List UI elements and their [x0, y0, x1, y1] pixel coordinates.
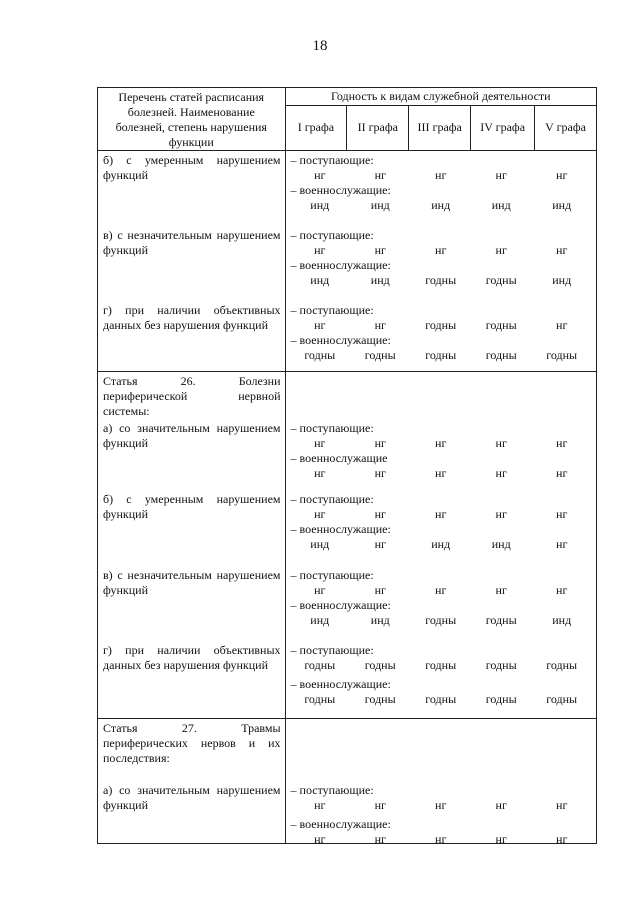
value-cell: нг [374, 537, 386, 551]
value-cell: годны [485, 273, 517, 287]
value-cell: инд [370, 613, 390, 627]
row-values [285, 372, 596, 719]
value-cell: годны [546, 348, 578, 362]
value-cell: нг [435, 798, 447, 812]
servicemen-label: – военнослужащие: [290, 522, 391, 536]
value-cell: нг [314, 436, 326, 450]
table-row [98, 151, 597, 372]
value-cell: инд [310, 613, 330, 627]
value-cell: нг [374, 798, 386, 812]
value-cell: инд [491, 198, 511, 212]
value-cell: нг [556, 318, 568, 332]
value-cell: нг [435, 466, 447, 480]
value-cell: нг [435, 832, 447, 846]
item-title: а) со значительным нарушением функций [103, 783, 281, 812]
applicants-label: – поступающие: [290, 228, 374, 242]
value-cell: нг [314, 507, 326, 521]
value-cell: нг [556, 583, 568, 597]
servicemen-label: – военнослужащие: [290, 333, 391, 347]
item-title: б) с умеренным нарушением функций [103, 492, 281, 521]
value-cell: нг [374, 436, 386, 450]
value-cell: годны [546, 658, 578, 672]
value-cell: нг [374, 243, 386, 257]
value-cell: нг [314, 168, 326, 182]
value-cell: нг [374, 318, 386, 332]
value-cell: годны [546, 692, 578, 706]
item-title: в) с незначительным нарушением функций [103, 228, 281, 257]
servicemen-label: – военнослужащие: [290, 258, 391, 272]
value-cell: нг [495, 507, 507, 521]
value-cell: нг [556, 507, 568, 521]
page-number: 18 [312, 38, 328, 54]
row-description [98, 719, 286, 844]
value-cell: нг [374, 168, 386, 182]
column-header: IV графа [471, 105, 535, 150]
value-cell: годны [304, 692, 336, 706]
value-cell: нг [374, 507, 386, 521]
item-title: г) при наличии объективных данных без нарушения функций [103, 303, 281, 332]
table-row [98, 372, 597, 719]
header-fitness-title: Годность к видам служебной деятельности [285, 88, 596, 106]
value-cell: нг [495, 168, 507, 182]
value-cell: инд [370, 273, 390, 287]
servicemen-label: – военнослужащие: [290, 598, 391, 612]
value-cell: нг [556, 798, 568, 812]
fitness-table [97, 87, 597, 844]
applicants-label: – поступающие: [290, 783, 374, 797]
value-cell: годны [485, 348, 517, 362]
value-cell: инд [552, 273, 572, 287]
value-cell: нг [314, 583, 326, 597]
value-cell: нг [556, 168, 568, 182]
value-cell: нг [314, 243, 326, 257]
value-cell: нг [435, 168, 447, 182]
value-cell: нг [556, 436, 568, 450]
article-title: Статья 26. Болезни периферической нервной системы: [103, 374, 281, 418]
value-cell: годны [364, 348, 396, 362]
value-cell: нг [374, 466, 386, 480]
value-cell: годны [425, 273, 457, 287]
value-cell: нг [435, 243, 447, 257]
column-header: III графа [409, 105, 471, 150]
value-cell: инд [370, 198, 390, 212]
value-cell: нг [495, 832, 507, 846]
value-cell: годны [425, 613, 457, 627]
servicemen-label: – военнослужащие: [290, 677, 391, 691]
value-cell: нг [374, 832, 386, 846]
value-cell: нг [435, 507, 447, 521]
servicemen-label: – военнослужащие: [290, 817, 391, 831]
column-header: II графа [347, 105, 409, 150]
column-header: I графа [285, 105, 347, 150]
applicants-label: – поступающие: [290, 153, 374, 167]
value-cell: годны [485, 613, 517, 627]
value-cell: нг [314, 798, 326, 812]
value-cell: годны [364, 692, 396, 706]
value-cell: годны [425, 692, 457, 706]
value-cell: нг [435, 436, 447, 450]
value-cell: нг [314, 318, 326, 332]
value-cell: нг [556, 537, 568, 551]
value-cell: инд [431, 198, 451, 212]
item-title: в) с незначительным нарушением функций [103, 568, 281, 597]
value-cell: инд [310, 537, 330, 551]
value-cell: нг [556, 243, 568, 257]
value-cell: нг [495, 798, 507, 812]
value-cell: годны [304, 658, 336, 672]
table-row [98, 719, 597, 844]
article-title: Статья 27. Травмы периферических нервов и их последствия: [103, 721, 281, 765]
header-list-of-articles: Перечень статей расписания болезней. Наименование болезней, степень нарушения функции [98, 88, 286, 151]
value-cell: нг [556, 832, 568, 846]
value-cell: нг [314, 466, 326, 480]
row-values [285, 719, 596, 844]
value-cell: нг [495, 466, 507, 480]
applicants-label: – поступающие: [290, 568, 374, 582]
value-cell: годны [425, 318, 457, 332]
value-cell: годны [364, 658, 396, 672]
item-title: г) при наличии объективных данных без нарушения функций [103, 643, 281, 672]
value-cell: годны [485, 692, 517, 706]
value-cell: инд [310, 198, 330, 212]
value-cell: годны [425, 658, 457, 672]
servicemen-label: – военнослужащие: [290, 183, 391, 197]
value-cell: инд [552, 198, 572, 212]
value-cell: годны [304, 348, 336, 362]
value-cell: нг [495, 583, 507, 597]
applicants-label: – поступающие: [290, 303, 374, 317]
column-header: V графа [535, 105, 597, 150]
applicants-label: – поступающие: [290, 421, 374, 435]
value-cell: годны [485, 658, 517, 672]
row-description [98, 372, 286, 719]
item-title: а) со значительным нарушением функций [103, 421, 281, 450]
value-cell: нг [374, 583, 386, 597]
value-cell: инд [491, 537, 511, 551]
applicants-label: – поступающие: [290, 643, 374, 657]
value-cell: годны [485, 318, 517, 332]
value-cell: нг [495, 243, 507, 257]
servicemen-label: – военнослужащие [290, 451, 388, 465]
value-cell: нг [495, 436, 507, 450]
item-title: б) с умеренным нарушением функций [103, 153, 281, 182]
value-cell: инд [431, 537, 451, 551]
applicants-label: – поступающие: [290, 492, 374, 506]
value-cell: годны [425, 348, 457, 362]
value-cell: нг [556, 466, 568, 480]
value-cell: инд [310, 273, 330, 287]
value-cell: нг [314, 832, 326, 846]
row-description [98, 151, 286, 372]
row-values [285, 151, 596, 372]
value-cell: инд [552, 613, 572, 627]
value-cell: нг [435, 583, 447, 597]
